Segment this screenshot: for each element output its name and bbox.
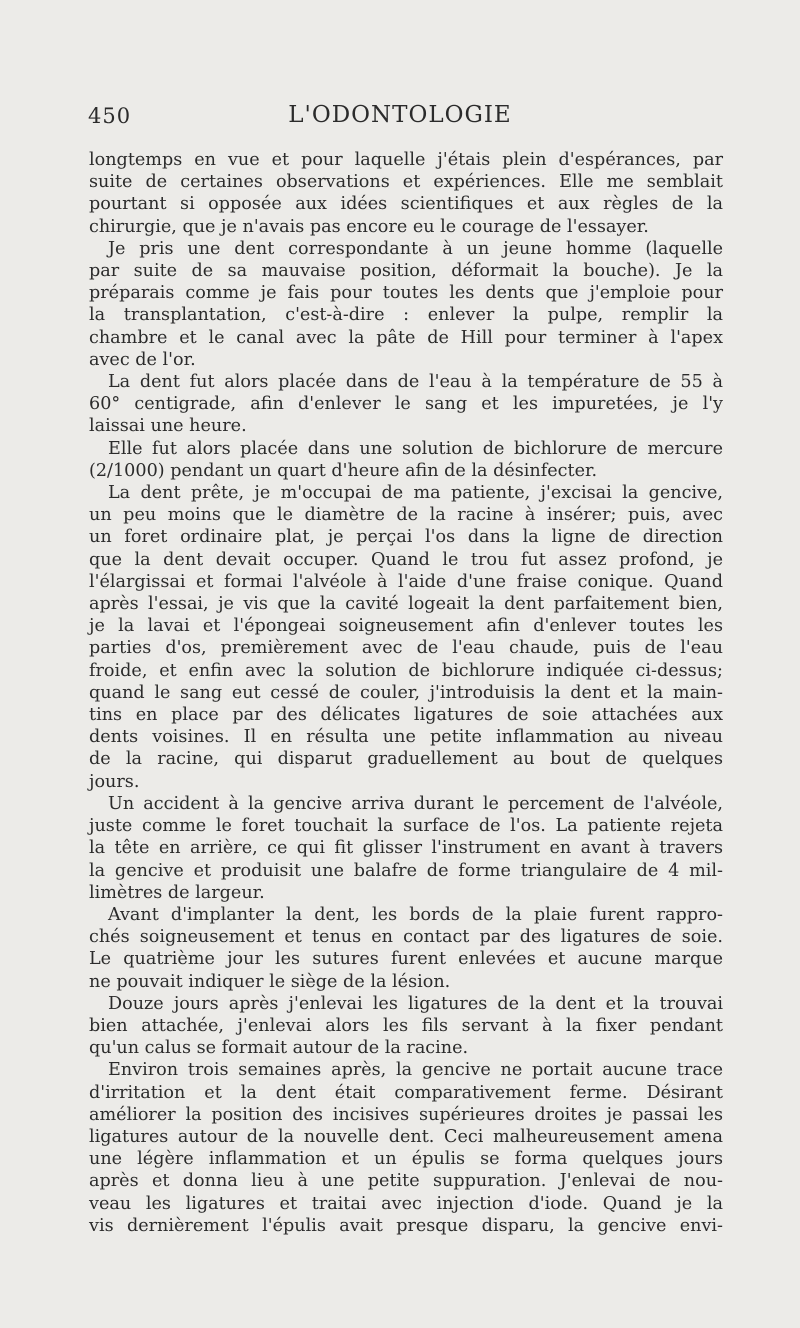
text-line: la tête en arrière, ce qui fit glisser l'instrument en avant à travers: [89, 838, 723, 859]
text-line: Elle fut alors placée dans une solution de bichlorure de mercure: [108, 438, 723, 459]
text-line: La dent prête, je m'occupai de ma patiente, j'excisai la gencive,: [108, 483, 723, 504]
text-line: de la racine, qui disparut graduellement au bout de quelques: [89, 749, 723, 770]
text-line: limètres de largeur.: [89, 882, 265, 903]
running-title: L'ODONTOLOGIE: [288, 102, 512, 128]
text-line: (2/1000) pendant un quart d'heure afin de la désinfecter.: [89, 460, 598, 481]
text-line: veau les ligatures et traitai avec injection d'iode. Quand je la: [89, 1193, 723, 1214]
text-line: quand le sang eut cessé de couler, j'introduisis la dent et la main-: [89, 682, 723, 703]
text-line: pourtant si opposée aux idées scientifiques et aux règles de la: [89, 194, 723, 215]
text-line: ligatures autour de la nouvelle dent. Ceci malheureusement amena: [89, 1126, 723, 1147]
text-line: qu'un calus se formait autour de la racine.: [89, 1038, 469, 1059]
text-line: La dent fut alors placée dans de l'eau à la température de 55 à: [108, 372, 723, 393]
text-line: ne pouvait indiquer le siège de la lésion.: [89, 971, 451, 992]
text-line: un foret ordinaire plat, je perçai l'os dans la ligne de direction: [89, 527, 723, 548]
text-line: Un accident à la gencive arriva durant le percement de l'alvéole,: [108, 793, 723, 814]
text-line: Le quatrième jour les sutures furent enlevées et aucune marque: [89, 949, 723, 970]
text-line: par suite de sa mauvaise position, déformait la bouche). Je la: [89, 261, 723, 282]
text-line: vis dernièrement l'épulis avait presque disparu, la gencive envi-: [89, 1215, 723, 1236]
text-line: juste comme le foret touchait la surface de l'os. La patiente rejeta: [89, 816, 723, 837]
text-line: Douze jours après j'enlevai les ligatures de la dent et la trouvai: [108, 993, 723, 1014]
text-line: chés soigneusement et tenus en contact par des ligatures de soie.: [89, 927, 723, 948]
text-line: froide, et enfin avec la solution de bichlorure indiquée ci-dessus;: [89, 660, 723, 681]
text-line: préparais comme je fais pour toutes les dents que j'emploie pour: [89, 283, 723, 304]
text-line: Environ trois semaines après, la gencive ne portait aucune trace: [108, 1060, 723, 1081]
text-line: chirurgie, que je n'avais pas encore eu le courage de l'essayer.: [89, 216, 649, 237]
page-number: 450: [88, 104, 132, 128]
text-line: la transplantation, c'est-à-dire : enlever la pulpe, remplir la: [89, 305, 723, 326]
text-line: avec de l'or.: [89, 349, 196, 370]
text-line: que la dent devait occuper. Quand le trou fut assez profond, je: [89, 549, 723, 570]
text-line: l'élargissai et formai l'alvéole à l'aide d'une fraise conique. Quand: [89, 571, 723, 592]
text-line: Avant d'implanter la dent, les bords de la plaie furent rappro-: [108, 904, 723, 925]
text-line: jours.: [89, 771, 140, 792]
text-line: parties d'os, premièrement avec de l'eau chaude, puis de l'eau: [89, 638, 723, 659]
text-line: améliorer la position des incisives supérieures droites je passai les: [89, 1104, 723, 1125]
text-line: 60° centigrade, afin d'enlever le sang et les impuretées, je l'y: [89, 394, 723, 415]
text-line: tins en place par des délicates ligatures de soie attachées aux: [89, 705, 723, 726]
text-line: après l'essai, je vis que la cavité logeait la dent parfaitement bien,: [89, 594, 723, 615]
text-line: dents voisines. Il en résulta une petite inflammation au niveau: [89, 727, 723, 748]
text-line: la gencive et produisit une balafre de forme triangulaire de 4 mil-: [89, 860, 723, 881]
text-line: chambre et le canal avec la pâte de Hill pour terminer à l'apex: [89, 327, 723, 348]
text-line: suite de certaines observations et expériences. Elle me semblait: [89, 172, 723, 193]
text-line: Je pris une dent correspondante à un jeune homme (laquelle: [108, 238, 723, 259]
text-line: longtemps en vue et pour laquelle j'étais plein d'espérances, par: [89, 150, 723, 170]
text-line: un peu moins que le diamètre de la racine à insérer; puis, avec: [89, 505, 723, 526]
text-line: bien attachée, j'enlevai alors les fils servant à la fixer pendant: [89, 1015, 723, 1036]
text-line: je la lavai et l'épongeai soigneusement afin d'enlever toutes les: [89, 616, 723, 637]
text-line: une légère inflammation et un épulis se forma quelques jours: [89, 1149, 723, 1170]
text-line: après et donna lieu à une petite suppuration. J'enlevai de nou-: [89, 1171, 723, 1192]
text-line: laissai une heure.: [89, 416, 247, 437]
text-line: d'irritation et la dent était comparativement ferme. Désirant: [89, 1082, 723, 1103]
body-text: [89, 149, 723, 1237]
